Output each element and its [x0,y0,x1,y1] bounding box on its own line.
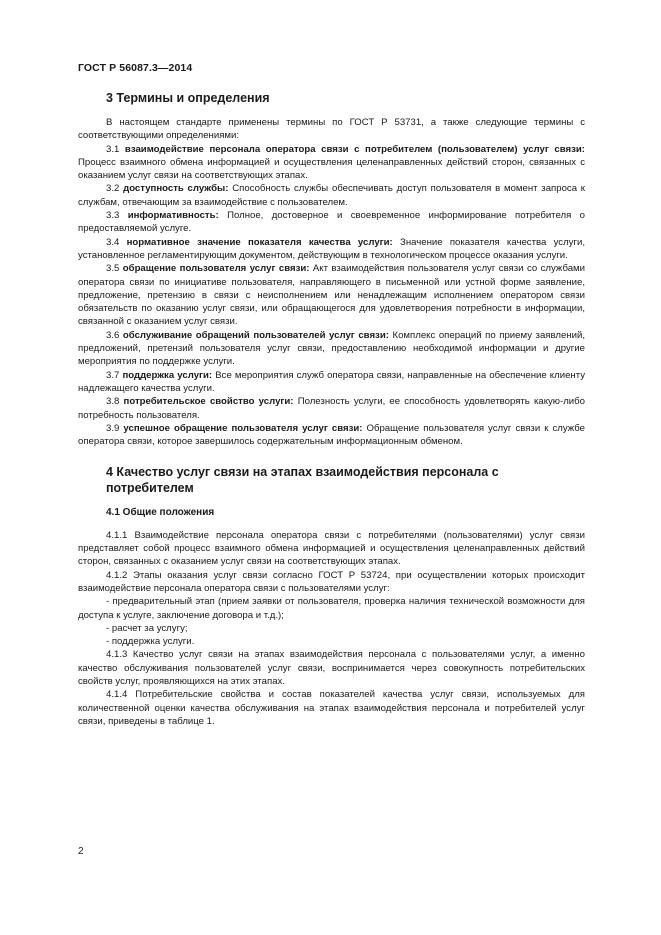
term-definition [78,143,585,183]
term-number: 3.1 [106,143,120,155]
terms-list [78,143,585,449]
term-number: 3.9 [106,422,120,434]
section-4-paragraph: - предварительный этап (прием заявки от пользователя, проверка наличия технической возможности для доступа к услуге, заключение договора и т.д.); [78,596,585,621]
term-name: доступность службы: [123,183,229,195]
term-definition [78,209,585,236]
term-number: 3.2 [106,183,120,195]
term-name: поддержка услуги: [122,369,213,381]
term-def: Значение показателя качества услуги, установленное регламентирующим документом, действующим в технологическом процессе оказания услуги. [78,236,585,261]
term-number: 3.3 [106,210,120,222]
term-def: Все мероприятия служб оператора связи, направленные на обеспечение клиенту надлежащего качества услуги. [78,369,585,394]
page-content [78,90,585,728]
term-def: Процесс взаимного обмена информацией и осуществления целенаправленных действий сторон, связанных с оказанием услуг связи на соответствующих этапах. [78,156,585,182]
term-number: 3.4 [106,236,120,248]
term-name: обслуживание обращений пользователей услуг связи: [122,329,389,341]
term-name: потребительское свойство услуги: [123,396,294,408]
term-definition [78,395,585,422]
term-name: информативность: [127,210,219,222]
section-4-paragraph: - поддержка услуги. [106,636,195,648]
term-definition [78,422,585,449]
section-4 [78,464,585,728]
term-definition [78,262,585,328]
term-definition [78,182,585,209]
term-number: 3.5 [106,263,120,275]
term-def: Акт взаимодействия пользователя услуг связи со службами оператора связи по инициативе пользователя, направляющего в письменной или устной форме заявление, предложение, претензию в связи с неисполнением или ненадлежащим исполнением оператором связи обязательств по оказанию услуг связи, или обращающегося для удовлетворения потребности в информации, связанной с оказанием услуг связи. [78,263,586,328]
subsection-4-1-title: 4.1 Общие положения [106,507,215,519]
section-3-intro: В настоящем стандарте применены термины по ГОСТ Р 53731, а также следующие термины с соответствующими определениями: [78,117,585,142]
page-number: 2 [78,846,84,857]
section-3-title: 3 Термины и определения [106,91,270,105]
term-name: успешное обращение пользователя услуг связи: [123,422,363,434]
term-definition [78,329,585,369]
term-name: взаимодействие персонала оператора связи с потребителем (пользователем) услуг связи: [124,143,585,155]
term-number: 3.6 [106,329,120,341]
section-4-paragraph: 4.1.2 Этапы оказания услуг связи согласно ГОСТ Р 53724, при осуществлении которых происходит взаимодействие персонала оператора связи с пользователями услуг: [78,569,585,594]
term-name: обращение пользователя услуг связи: [122,263,310,275]
section-4-paragraph: 4.1.4 Потребительские свойства и состав показателей качества услуг связи, используемых для количественной оценки качества обслуживания на этапах взаимодействия персонала и потребителей услуг связи, приведены в таблице 1. [78,689,585,727]
section-4-paragraph: - расчет за услугу; [106,622,188,634]
section-4-paragraph: 4.1.1 Взаимодействие персонала оператора связи с потребителями (пользователями) услуг связи представляет собой процесс взаимного обмена информацией и осуществления целенаправленных действий сторон, связанных с оказанием услуг связи на соответствующих этапах. [78,529,585,568]
term-def: Комплекс операций по приему заявлений, предложений, претензий пользователя услуг связи, предоставлению необходимой информации и другие мероприятия по поддержке услуги. [78,329,585,368]
section-4-paragraph: 4.1.3 Качество услуг связи на этапах взаимодействия персонала с пользователями услуг, а именно качество обслуживания пользователей услуг связи, воспринимается через совокупность потребительских свойств услуг, проявляющихся на этих этапах. [78,649,585,687]
term-def: Способность службы обеспечивать доступ пользователя в момент запроса к службам, отвечающим за взаимодействие с пользователем. [78,183,585,208]
term-def: Полное, достоверное и своевременное информирование потребителя о предоставляемой услуге. [78,210,585,235]
term-def: Обращение пользователя услуг связи к службе оператора связи, которое завершилось содержательным информационным обменом. [78,422,586,448]
term-def: Полезность услуги, ее способность удовлетворять какую-либо потребность пользователя. [78,396,585,421]
section-4-paragraphs [78,529,585,728]
term-number: 3.7 [106,369,120,381]
term-number: 3.8 [106,396,120,408]
document-code-header: ГОСТ Р 56087.3—2014 [78,62,193,74]
section-4-title: 4 Качество услуг связи на этапах взаимодействия персонала с потребителем [106,465,499,496]
term-name: нормативное значение показателя качества услуги: [126,236,393,248]
term-definition [78,236,585,263]
term-definition [78,369,585,396]
